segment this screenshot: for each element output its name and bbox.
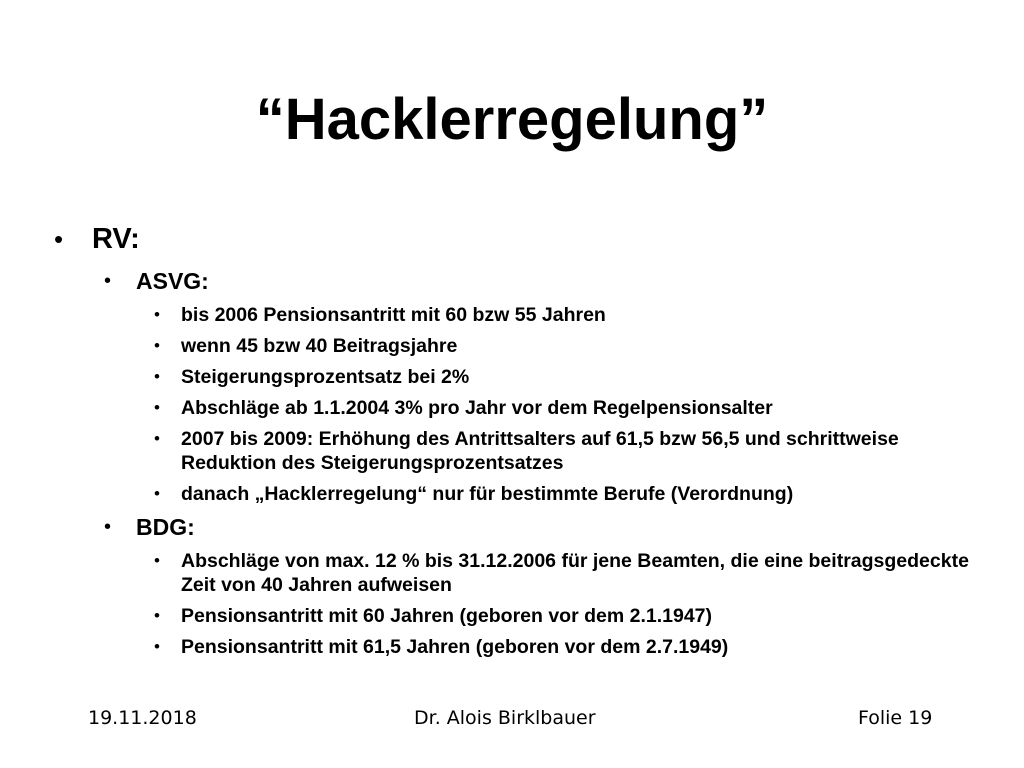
- bullet-text: Pensionsantritt mit 61,5 Jahren (geboren vor dem 2.7.1949): [181, 636, 729, 658]
- bullet-text: 2007 bis 2009: Erhöhung des Antrittsalters auf 61,5 bzw 56,5 und schrittweise Reduktion des Steigerungsprozentsatzes: [181, 428, 899, 474]
- footer-date: 19.11.2018: [88, 707, 197, 729]
- bullet-icon: •: [104, 516, 112, 538]
- bullet-level2-asvg: [104, 267, 1024, 295]
- bullet-icon: •: [154, 637, 160, 656]
- bullet-level3-item: [154, 334, 981, 358]
- bullet-level1-rv: [54, 222, 1024, 256]
- bullet-text: RV:: [92, 223, 140, 255]
- bullet-icon: •: [54, 224, 64, 254]
- bullet-icon: •: [104, 270, 112, 292]
- bullet-icon: •: [154, 367, 160, 386]
- bullet-text: Abschläge ab 1.1.2004 3% pro Jahr vor dem Regelpensionsalter: [181, 397, 773, 419]
- bullet-text: Abschläge von max. 12 % bis 31.12.2006 für jene Beamten, die eine beitragsgedeckte Zeit von 40 Jahren aufweisen: [181, 550, 969, 596]
- bullet-icon: •: [154, 398, 160, 417]
- slide-title: “Hacklerregelung”: [255, 87, 769, 152]
- bullet-level3-item: [154, 604, 981, 628]
- bullet-level2-bdg: [104, 513, 1024, 541]
- bullet-text: bis 2006 Pensionsantritt mit 60 bzw 55 Jahren: [181, 304, 606, 326]
- bullet-text: wenn 45 bzw 40 Beitragsjahre: [181, 335, 458, 357]
- bullet-icon: •: [154, 336, 160, 355]
- bullet-level3-item: [154, 303, 981, 327]
- bullet-text: danach „Hacklerregelung“ nur für bestimmte Berufe (Verordnung): [181, 483, 794, 505]
- bullet-text: Pensionsantritt mit 60 Jahren (geboren vor dem 2.1.1947): [181, 605, 713, 627]
- slide-content: [0, 222, 1024, 666]
- bullet-level3-item: [154, 427, 981, 475]
- bullet-text: BDG:: [136, 514, 195, 540]
- bullet-level3-item: [154, 549, 981, 597]
- bullet-icon: •: [154, 429, 160, 448]
- bullet-level3-item: [154, 635, 981, 659]
- bullet-text: Steigerungsprozentsatz bei 2%: [181, 366, 470, 388]
- footer-author: Dr. Alois Birklbauer: [414, 707, 596, 729]
- footer-slide-number: Folie 19: [858, 707, 933, 729]
- bullet-icon: •: [154, 484, 160, 503]
- bullet-text: ASVG:: [136, 268, 209, 294]
- bullet-icon: •: [154, 305, 160, 324]
- bullet-icon: •: [154, 606, 160, 625]
- bullet-level3-item: [154, 396, 981, 420]
- bullet-level3-item: [154, 365, 981, 389]
- bullet-level3-item: [154, 482, 981, 506]
- bullet-icon: •: [154, 551, 160, 570]
